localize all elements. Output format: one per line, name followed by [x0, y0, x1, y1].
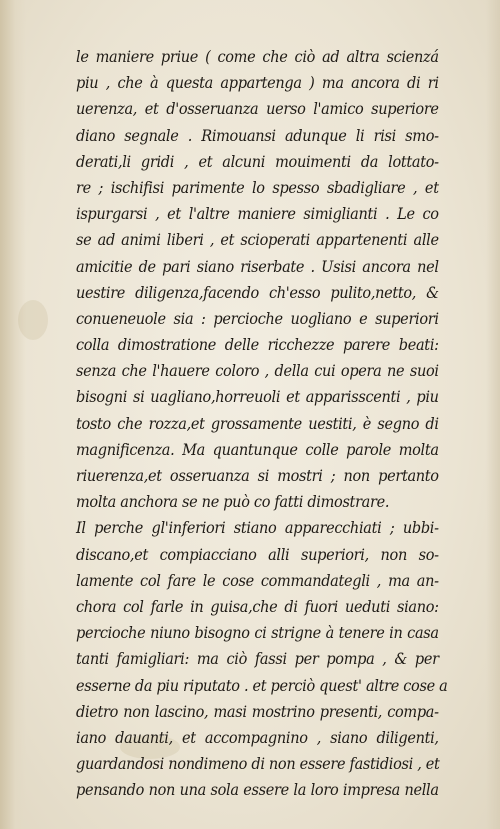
text-line: molta anchora se ne può co fatti dimostrare. — [76, 493, 390, 512]
text-line: le maniere priue ( come che ciò ad altra scienzá — [76, 48, 439, 66]
text-line: riuerenza,et osseruanza si mostri ; non pertanto — [76, 467, 439, 485]
text-line: guardandosi nondimeno di non essere fastidiosi , et — [76, 755, 440, 774]
text-line: tosto che rozza,et grossamente uestiti, è segno di — [76, 414, 439, 433]
text-line: discano,et compiacciano alli superiori, non so- — [76, 545, 439, 564]
text-line: ispurgarsi , et l'altre maniere simiglianti . Le co — [76, 205, 439, 224]
text-line: lamente col fare le cose commandategli , ma an- — [76, 571, 439, 590]
text-line: uestire diligenza,facendo ch'esso pulito,netto, & — [76, 283, 439, 302]
text-line: derati,li gridi , et alcuni mouimenti da lottato- — [76, 152, 439, 171]
page-edge — [486, 0, 500, 829]
text-line: pensando non una sola essere la loro impresa nella — [76, 781, 439, 800]
text-line: iano dauanti, et accompagnino , siano diligenti, — [76, 728, 439, 747]
paper-stain — [18, 300, 48, 340]
text-line: dietro non lascino, masi mostrino presenti, compa- — [76, 702, 439, 721]
text-line: Il perche gl'inferiori stiano apparecchiati ; ubbi- — [76, 519, 439, 538]
text-line: conueneuole sia : percioche uogliano e superiori — [76, 309, 439, 328]
text-line: bisogni si uagliano,horreuoli et apparisscenti , piu — [76, 388, 439, 407]
text-line: tanti famigliari: ma ciò fassi per pompa , & per — [76, 650, 439, 669]
text-line: percioche niuno bisogno ci strigne à tenere in casa — [76, 624, 439, 643]
text-line: esserne da piu riputato . et perciò quest' altre cose a — [76, 676, 448, 695]
text-line: magnificenza. Ma quantunque colle parole molta — [76, 440, 439, 459]
text-line: re ; ischifisi parimente lo spesso sbadigliare , et — [76, 178, 439, 197]
text-line: se ad animi liberi , et scioperati appartenenti alle — [76, 231, 439, 250]
text-line: diano segnale . Rimouansi adunque li risi smo- — [76, 126, 439, 145]
text-line: chora col farle in guisa,che di fuori ueduti siano: — [76, 597, 439, 616]
text-line: uerenza, et d'osseruanza uerso l'amico superiore — [76, 100, 439, 119]
text-line: amicitie de pari siano riserbate . Usisi ancora nel — [76, 257, 439, 276]
text-line: senza che l'hauere coloro , della cui opera ne suoi — [76, 362, 439, 381]
text-line: colla dimostratione delle ricchezze parere beati: — [76, 336, 439, 355]
binding-gutter — [0, 0, 26, 829]
page-text — [76, 44, 448, 803]
text-line: piu , che à questa appartenga ) ma ancora di ri — [76, 74, 439, 93]
